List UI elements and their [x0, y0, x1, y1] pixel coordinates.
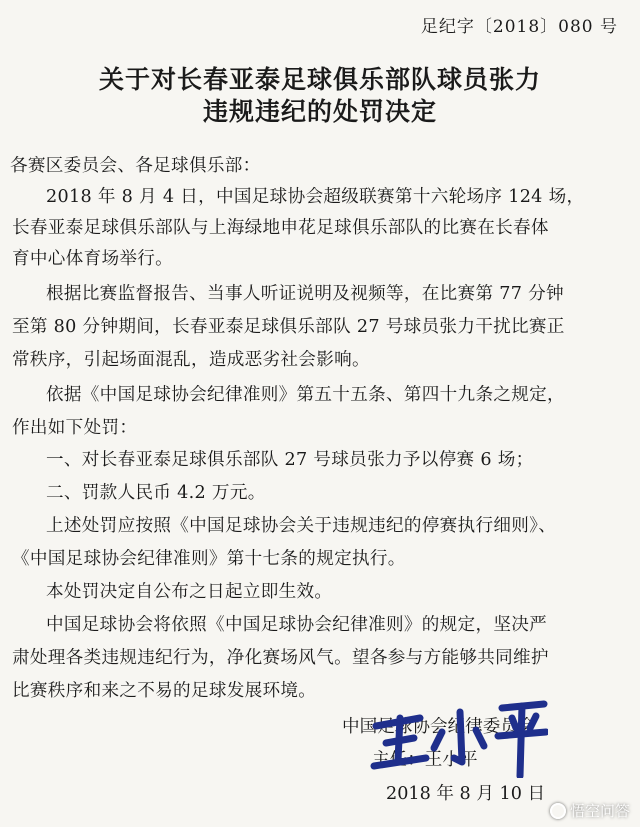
body-line-16: 比赛秩序和来之不易的足球发展环境。 — [12, 681, 317, 701]
body-line-12: 《中国足球协会纪律准则》第十七条的规定执行。 — [12, 549, 406, 569]
document-number: 足纪字〔2018〕080 号 — [420, 17, 618, 37]
body-line-14: 中国足球协会将依照《中国足球协会纪律准则》的规定，坚决严 — [46, 615, 548, 635]
wukong-logo-icon — [550, 803, 566, 819]
body-line-11: 上述处罚应按照《中国足球协会关于违规违纪的停赛执行细则》、 — [46, 516, 557, 536]
body-line-5: 至第 80 分钟期间，长春亚泰足球俱乐部队 27 号球员张力干扰比赛正 — [12, 317, 565, 337]
watermark — [550, 800, 630, 821]
watermark-text: 悟空问答 — [569, 802, 630, 820]
body-line-15: 肃处理各类违规违纪行为，净化赛场风气。望各参与方能够共同维护 — [12, 648, 549, 668]
issuer: 中国足球协会纪律委员会 — [342, 717, 536, 737]
chair: 主任：王小平 — [372, 750, 478, 770]
body-line-1: 2018 年 8 月 4 日，中国足球协会超级联赛第十六轮场序 124 场， — [46, 187, 585, 207]
title-line-1: 关于对长春亚泰足球俱乐部队球员张力 — [98, 65, 541, 94]
salutation: 各赛区委员会、各足球俱乐部： — [10, 156, 261, 176]
body-line-8: 作出如下处罚： — [12, 418, 138, 438]
body-line-6: 常秩序，引起场面混乱，造成恶劣社会影响。 — [12, 350, 370, 370]
body-line-13: 本处罚决定自公布之日起立即生效。 — [46, 582, 333, 602]
body-line-4: 根据比赛监督报告、当事人听证说明及视频等，在比赛第 77 分钟 — [46, 284, 564, 304]
title-line-2: 违规违纪的处罚决定 — [202, 97, 437, 126]
body-line-3: 育中心体育场举行。 — [12, 249, 174, 269]
signature-image — [368, 688, 548, 778]
body-line-2: 长春亚泰足球俱乐部队与上海绿地申花足球俱乐部队的比赛在长春体 — [12, 218, 549, 238]
issue-date: 2018 年 8 月 10 日 — [386, 784, 546, 804]
penalty-1: 一、对长春亚泰足球俱乐部队 27 号球员张力予以停赛 6 场； — [46, 450, 534, 470]
penalty-2: 二、罚款人民币 4.2 万元。 — [46, 483, 266, 503]
body-line-7: 依据《中国足球协会纪律准则》第五十五条、第四十九条之规定， — [46, 385, 565, 405]
